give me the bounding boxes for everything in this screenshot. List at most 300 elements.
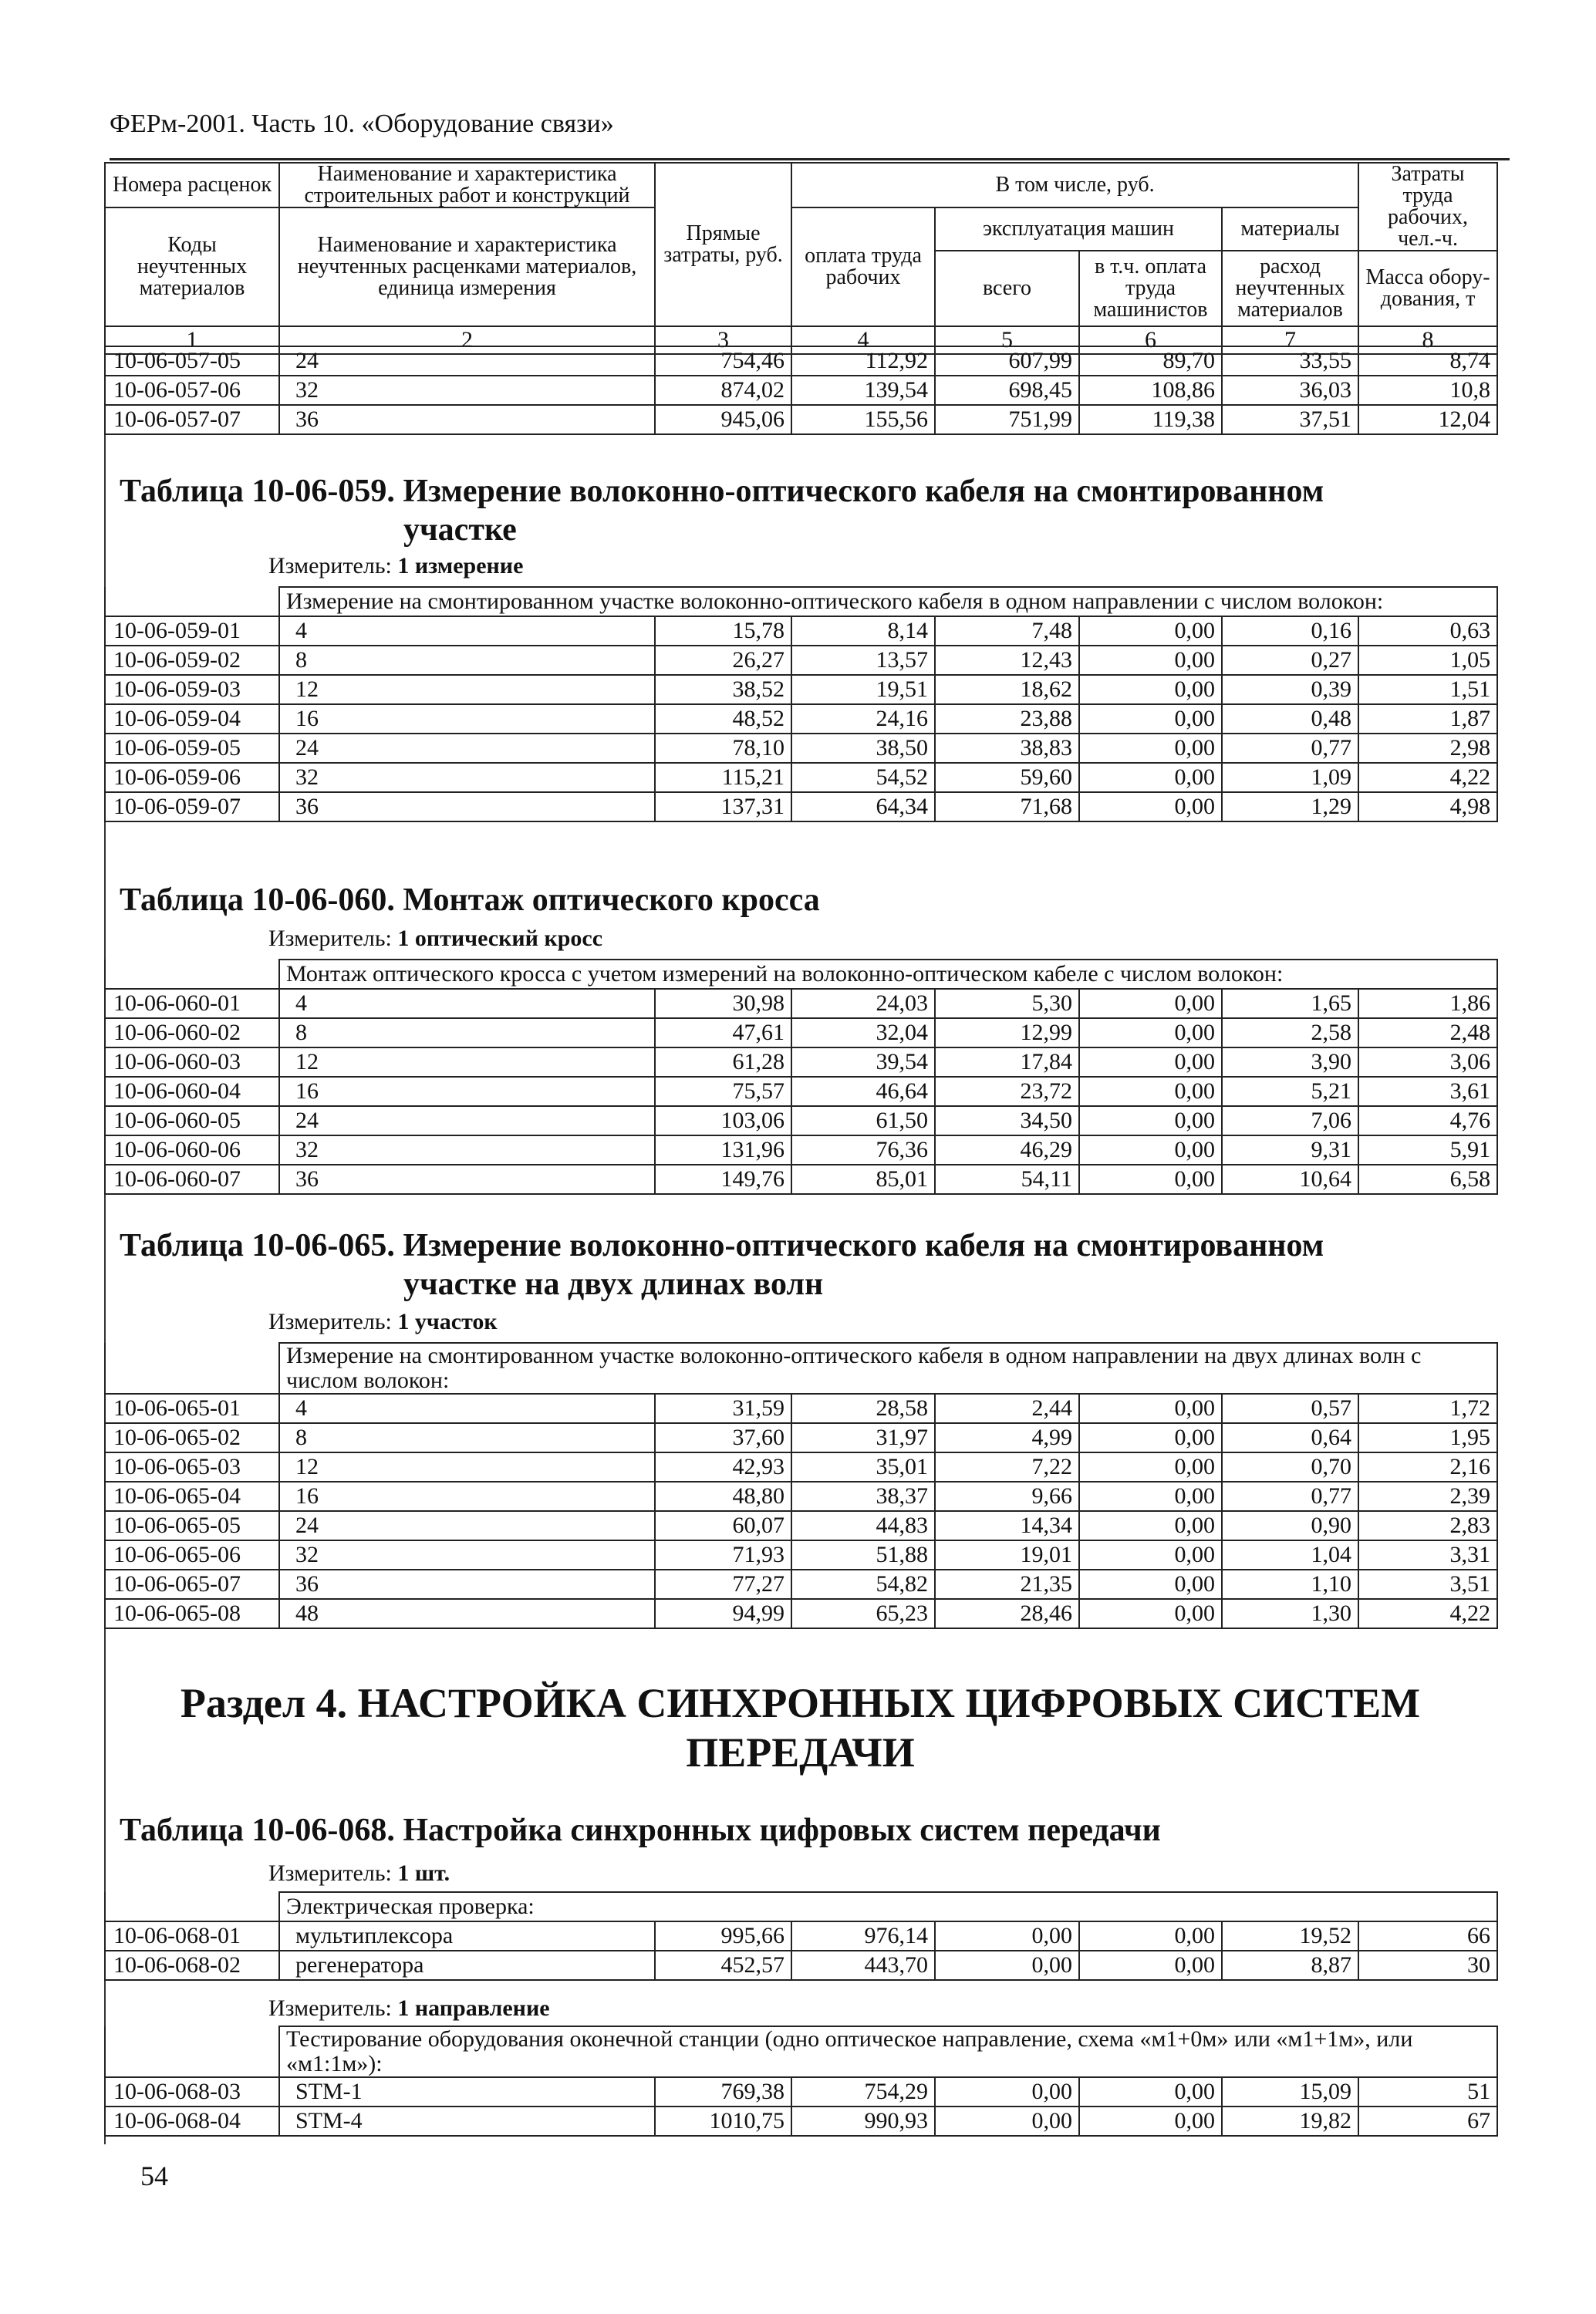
column-index: 7 [1222,326,1358,354]
header-rule [110,158,1510,160]
materials-cost: 1,30 [1222,1599,1358,1628]
rate-code: 10-06-059-04 [105,704,279,734]
labor-hours: 4,76 [1358,1106,1497,1135]
table-row [105,346,1497,376]
rate-code: 10-06-059-05 [105,734,279,763]
group-row [105,960,1497,989]
machinist-pay: 0,00 [1079,646,1222,675]
machinist-pay: 0,00 [1079,1452,1222,1482]
rate-code: 10-06-059-01 [105,616,279,646]
materials-cost: 0,39 [1222,675,1358,704]
labor-hours: 30 [1358,1951,1497,1980]
table-row [105,792,1497,821]
machinist-pay: 0,00 [1079,1165,1222,1194]
table-row [105,646,1497,675]
direct-costs: 37,60 [655,1423,791,1452]
table-row [105,1570,1497,1599]
machines-total: 0,00 [935,2107,1079,2136]
rate-code: 10-06-059-03 [105,675,279,704]
column-index: 5 [935,326,1079,354]
machinist-pay: 0,00 [1079,675,1222,704]
machines-total: 21,35 [935,1570,1079,1599]
labor-hours: 1,86 [1358,989,1497,1018]
header-material-codes: Коды неучтенных материалов [105,207,279,326]
table-065-measure: Измеритель: 1 участок [268,1309,498,1334]
worker-pay: 65,23 [791,1599,935,1628]
machinist-pay: 108,86 [1079,376,1222,405]
worker-pay: 85,01 [791,1165,935,1194]
machinist-pay: 0,00 [1079,1599,1222,1628]
direct-costs: 38,52 [655,675,791,704]
worker-pay: 51,88 [791,1540,935,1570]
materials-cost: 0,77 [1222,1482,1358,1511]
machines-total: 0,00 [935,2077,1079,2107]
column-index: 6 [1079,326,1222,354]
machines-total: 46,29 [935,1135,1079,1165]
work-characteristic: 12 [279,1452,655,1482]
group-row [105,1892,1497,1921]
machines-total: 14,34 [935,1511,1079,1540]
machines-total: 71,68 [935,792,1079,821]
direct-costs: 60,07 [655,1511,791,1540]
table-row [105,989,1497,1018]
machines-total: 5,30 [935,989,1079,1018]
labor-hours: 51 [1358,2077,1497,2107]
materials-cost: 36,03 [1222,376,1358,405]
materials-cost: 1,65 [1222,989,1358,1018]
materials-cost: 0,64 [1222,1423,1358,1452]
table-row [105,376,1497,405]
work-characteristic: 36 [279,792,655,821]
header-machines: эксплуатация машин [935,207,1222,251]
running-header: ФЕРм-2001. Часть 10. «Оборудование связи» [110,110,614,138]
machinist-pay: 0,00 [1079,1540,1222,1570]
rate-code: 10-06-060-01 [105,989,279,1018]
group-row-spacer [105,2026,279,2077]
worker-pay: 32,04 [791,1018,935,1047]
worker-pay: 754,29 [791,2077,935,2107]
worker-pay: 19,51 [791,675,935,704]
header-labor-costs: Затраты труда рабочих, чел.-ч. [1358,163,1497,251]
work-characteristic: 16 [279,1077,655,1106]
table-row [105,2107,1497,2136]
materials-cost: 0,48 [1222,704,1358,734]
table-row [105,405,1497,434]
machines-total: 0,00 [935,1921,1079,1951]
machines-total: 38,83 [935,734,1079,763]
column-index: 8 [1358,326,1497,354]
work-characteristic: 16 [279,1482,655,1511]
labor-hours: 3,61 [1358,1077,1497,1106]
worker-pay: 44,83 [791,1511,935,1540]
worker-pay: 112,92 [791,346,935,376]
direct-costs: 75,57 [655,1077,791,1106]
labor-hours: 0,63 [1358,616,1497,646]
direct-costs: 94,99 [655,1599,791,1628]
work-characteristic: 36 [279,1165,655,1194]
materials-cost: 9,31 [1222,1135,1358,1165]
rate-code: 10-06-060-05 [105,1106,279,1135]
table-068-part-1 [104,1891,1498,1981]
worker-pay: 139,54 [791,376,935,405]
machinist-pay: 0,00 [1079,2107,1222,2136]
direct-costs: 103,06 [655,1106,791,1135]
labor-hours: 66 [1358,1921,1497,1951]
worker-pay: 39,54 [791,1047,935,1077]
header-work-name: Наименование и характеристика строительных работ и конструкций [279,163,655,207]
table-057 [104,346,1498,435]
rate-code: 10-06-065-05 [105,1511,279,1540]
table-row [105,1511,1497,1540]
labor-hours: 2,83 [1358,1511,1497,1540]
direct-costs: 78,10 [655,734,791,763]
header-equipment-mass: Масса обору-дования, т [1358,251,1497,326]
rate-code: 10-06-068-04 [105,2107,279,2136]
machinist-pay: 0,00 [1079,1482,1222,1511]
table-row [105,1165,1497,1194]
rate-code: 10-06-060-03 [105,1047,279,1077]
machinist-pay: 89,70 [1079,346,1222,376]
direct-costs: 77,27 [655,1570,791,1599]
labor-hours: 1,95 [1358,1423,1497,1452]
materials-cost: 0,77 [1222,734,1358,763]
column-header-table [104,162,1498,355]
direct-costs: 47,61 [655,1018,791,1047]
page-number: 54 [140,2161,168,2191]
rate-code: 10-06-065-08 [105,1599,279,1628]
rate-code: 10-06-065-02 [105,1423,279,1452]
part-4-title: Раздел 4. НАСТРОЙКА СИНХРОННЫХ ЦИФРОВЫХ СИСТЕМ ПЕРЕДАЧИ [180,1680,1421,1776]
materials-cost: 5,21 [1222,1077,1358,1106]
header-direct-costs: Прямые затраты, руб. [655,163,791,326]
table-059 [104,586,1498,822]
labor-hours: 2,16 [1358,1452,1497,1482]
worker-pay: 54,52 [791,763,935,792]
materials-cost: 7,06 [1222,1106,1358,1135]
work-characteristic: мультиплексора [279,1921,655,1951]
rate-code: 10-06-060-02 [105,1018,279,1047]
group-description: Электрическая проверка: [279,1892,1497,1921]
table-row [105,704,1497,734]
direct-costs: 48,52 [655,704,791,734]
header-worker-pay: оплата труда рабочих [791,207,935,326]
machinist-pay: 0,00 [1079,1951,1222,1980]
table-065-title: Таблица 10-06-065. Измерение волоконно-оптического кабеля на смонтированном участке на двух длинах волн [120,1228,1324,1302]
work-characteristic: 24 [279,1106,655,1135]
machinist-pay: 0,00 [1079,704,1222,734]
table-068-measure-2: Измеритель: 1 направление [268,1995,550,2021]
materials-cost: 3,90 [1222,1047,1358,1077]
direct-costs: 31,59 [655,1394,791,1423]
table-row [105,1018,1497,1047]
machines-total: 59,60 [935,763,1079,792]
work-characteristic: 48 [279,1599,655,1628]
direct-costs: 48,80 [655,1482,791,1511]
materials-cost: 37,51 [1222,405,1358,434]
work-characteristic: STM-1 [279,2077,655,2107]
column-index: 2 [279,326,655,354]
worker-pay: 61,50 [791,1106,935,1135]
rate-code: 10-06-068-02 [105,1951,279,1980]
table-row [105,2077,1497,2107]
machines-total: 17,84 [935,1047,1079,1077]
table-row [105,1077,1497,1106]
table-row [105,1599,1497,1628]
work-characteristic: 36 [279,1570,655,1599]
table-068-part-2 [104,2026,1498,2137]
rate-code: 10-06-059-07 [105,792,279,821]
machines-total: 607,99 [935,346,1079,376]
group-row [105,587,1497,616]
worker-pay: 46,64 [791,1077,935,1106]
machines-total: 0,00 [935,1951,1079,1980]
direct-costs: 149,76 [655,1165,791,1194]
machinist-pay: 0,00 [1079,763,1222,792]
materials-cost: 2,58 [1222,1018,1358,1047]
table-row [105,734,1497,763]
machines-total: 7,48 [935,616,1079,646]
labor-hours: 4,22 [1358,763,1497,792]
machines-total: 23,88 [935,704,1079,734]
work-characteristic: 24 [279,734,655,763]
table-row [105,1394,1497,1423]
work-characteristic: 8 [279,1423,655,1452]
direct-costs: 769,38 [655,2077,791,2107]
materials-cost: 1,10 [1222,1570,1358,1599]
table-row [105,1135,1497,1165]
machinist-pay: 0,00 [1079,1921,1222,1951]
table-059-title: Таблица 10-06-059. Измерение волоконно-оптического кабеля на смонтированном участке [120,474,1324,548]
materials-cost: 19,82 [1222,2107,1358,2136]
group-row-spacer [105,960,279,989]
direct-costs: 26,27 [655,646,791,675]
rate-code: 10-06-059-02 [105,646,279,675]
rate-code: 10-06-068-03 [105,2077,279,2107]
table-060-measure: Измеритель: 1 оптический кросс [268,926,603,951]
direct-costs: 995,66 [655,1921,791,1951]
header-machines-total: всего [935,251,1079,326]
table-059-measure: Измеритель: 1 измерение [268,553,524,578]
materials-cost: 0,16 [1222,616,1358,646]
labor-hours: 10,8 [1358,376,1497,405]
machines-total: 12,99 [935,1018,1079,1047]
machinist-pay: 0,00 [1079,1135,1222,1165]
worker-pay: 54,82 [791,1570,935,1599]
materials-cost: 1,29 [1222,792,1358,821]
column-index: 3 [655,326,791,354]
materials-cost: 0,90 [1222,1511,1358,1540]
labor-hours: 3,06 [1358,1047,1497,1077]
labor-hours: 1,87 [1358,704,1497,734]
header-materials: материалы [1222,207,1358,251]
machines-total: 34,50 [935,1106,1079,1135]
labor-hours: 4,98 [1358,792,1497,821]
machinist-pay: 0,00 [1079,1077,1222,1106]
group-description: Тестирование оборудования оконечной станции (одно оптическое направление, схема «м1+0м» или «м1+1м», или «м1:1м»): [279,2026,1497,2077]
labor-hours: 2,98 [1358,734,1497,763]
machines-total: 2,44 [935,1394,1079,1423]
labor-hours: 3,51 [1358,1570,1497,1599]
machinist-pay: 0,00 [1079,792,1222,821]
worker-pay: 155,56 [791,405,935,434]
rate-code: 10-06-065-06 [105,1540,279,1570]
table-row [105,763,1497,792]
labor-hours: 12,04 [1358,405,1497,434]
rate-code: 10-06-065-07 [105,1570,279,1599]
materials-cost: 10,64 [1222,1165,1358,1194]
work-characteristic: 24 [279,346,655,376]
work-characteristic: 24 [279,1511,655,1540]
direct-costs: 42,93 [655,1452,791,1482]
worker-pay: 28,58 [791,1394,935,1423]
group-row-spacer [105,587,279,616]
group-row [105,1343,1497,1394]
work-characteristic: 32 [279,1540,655,1570]
worker-pay: 24,16 [791,704,935,734]
table-row [105,675,1497,704]
machinist-pay: 0,00 [1079,1018,1222,1047]
rate-code: 10-06-060-06 [105,1135,279,1165]
table-065 [104,1342,1498,1629]
table-068-measure-1: Измеритель: 1 шт. [268,1860,450,1886]
direct-costs: 452,57 [655,1951,791,1980]
worker-pay: 13,57 [791,646,935,675]
group-row [105,2026,1497,2077]
table-row [105,1921,1497,1951]
group-row-spacer [105,1892,279,1921]
rate-code: 10-06-065-04 [105,1482,279,1511]
header-rate-numbers: Номера расценок [105,163,279,207]
rate-code: 10-06-065-03 [105,1452,279,1482]
worker-pay: 76,36 [791,1135,935,1165]
table-row [105,1540,1497,1570]
labor-hours: 2,39 [1358,1482,1497,1511]
materials-cost: 0,70 [1222,1452,1358,1482]
rate-code: 10-06-057-06 [105,376,279,405]
materials-cost: 19,52 [1222,1921,1358,1951]
machinist-pay: 0,00 [1079,1047,1222,1077]
direct-costs: 115,21 [655,763,791,792]
header-material-name: Наименование и характеристика неучтенных расценками материалов, единица измерения [279,207,655,326]
worker-pay: 24,03 [791,989,935,1018]
rate-code: 10-06-059-06 [105,763,279,792]
labor-hours: 1,51 [1358,675,1497,704]
work-characteristic: 8 [279,646,655,675]
work-characteristic: 16 [279,704,655,734]
machinist-pay: 119,38 [1079,405,1222,434]
rate-code: 10-06-060-07 [105,1165,279,1194]
work-characteristic: 32 [279,1135,655,1165]
work-characteristic: 8 [279,1018,655,1047]
rate-code: 10-06-068-01 [105,1921,279,1951]
labor-hours: 5,91 [1358,1135,1497,1165]
worker-pay: 38,37 [791,1482,935,1511]
group-row-spacer [105,1343,279,1394]
table-068-title: Таблица 10-06-068. Настройка синхронных цифровых систем передачи [120,1813,1161,1848]
direct-costs: 61,28 [655,1047,791,1077]
labor-hours: 6,58 [1358,1165,1497,1194]
work-characteristic: 4 [279,989,655,1018]
table-row [105,1106,1497,1135]
machinist-pay: 0,00 [1079,734,1222,763]
machinist-pay: 0,00 [1079,1570,1222,1599]
table-row [105,1047,1497,1077]
machines-total: 28,46 [935,1599,1079,1628]
work-characteristic: STM-4 [279,2107,655,2136]
machines-total: 23,72 [935,1077,1079,1106]
machines-total: 54,11 [935,1165,1079,1194]
column-index: 1 [105,326,279,354]
rate-code: 10-06-065-01 [105,1394,279,1423]
labor-hours: 1,72 [1358,1394,1497,1423]
worker-pay: 443,70 [791,1951,935,1980]
machinist-pay: 0,00 [1079,1106,1222,1135]
work-characteristic: регенератора [279,1951,655,1980]
work-characteristic: 4 [279,616,655,646]
column-index: 4 [791,326,935,354]
direct-costs: 874,02 [655,376,791,405]
direct-costs: 131,96 [655,1135,791,1165]
table-row [105,1452,1497,1482]
machinist-pay: 0,00 [1079,2077,1222,2107]
direct-costs: 30,98 [655,989,791,1018]
machines-total: 4,99 [935,1423,1079,1452]
worker-pay: 8,14 [791,616,935,646]
machines-total: 18,62 [935,675,1079,704]
labor-hours: 67 [1358,2107,1497,2136]
direct-costs: 945,06 [655,405,791,434]
materials-cost: 1,04 [1222,1540,1358,1570]
worker-pay: 35,01 [791,1452,935,1482]
machines-total: 751,99 [935,405,1079,434]
materials-cost: 0,27 [1222,646,1358,675]
rate-code: 10-06-057-05 [105,346,279,376]
worker-pay: 64,34 [791,792,935,821]
work-characteristic: 32 [279,763,655,792]
worker-pay: 31,97 [791,1423,935,1452]
machines-total: 19,01 [935,1540,1079,1570]
materials-cost: 8,87 [1222,1951,1358,1980]
direct-costs: 15,78 [655,616,791,646]
worker-pay: 38,50 [791,734,935,763]
materials-cost: 33,55 [1222,346,1358,376]
table-060-title: Таблица 10-06-060. Монтаж оптического кросса [120,882,820,918]
direct-costs: 754,46 [655,346,791,376]
worker-pay: 990,93 [791,2107,935,2136]
work-characteristic: 36 [279,405,655,434]
materials-cost: 15,09 [1222,2077,1358,2107]
group-description: Монтаж оптического кросса с учетом измерений на волоконно-оптическом кабеле с числом волокон: [279,960,1497,989]
work-characteristic: 12 [279,675,655,704]
labor-hours: 2,48 [1358,1018,1497,1047]
table-row [105,1482,1497,1511]
group-description: Измерение на смонтированном участке волоконно-оптического кабеля в одном направлении на двух длинах волн с числом волокон: [279,1343,1497,1394]
machines-total: 9,66 [935,1482,1079,1511]
table-row [105,1423,1497,1452]
machines-total: 698,45 [935,376,1079,405]
machinist-pay: 0,00 [1079,1423,1222,1452]
rate-code: 10-06-057-07 [105,405,279,434]
work-characteristic: 12 [279,1047,655,1077]
rate-code: 10-06-060-04 [105,1077,279,1106]
machinist-pay: 0,00 [1079,989,1222,1018]
table-060 [104,959,1498,1195]
labor-hours: 8,74 [1358,346,1497,376]
labor-hours: 4,22 [1358,1599,1497,1628]
labor-hours: 3,31 [1358,1540,1497,1570]
header-unaccounted-materials: расход неучтенных материалов [1222,251,1358,326]
header-machinist-pay: в т.ч. оплата труда машинистов [1079,251,1222,326]
